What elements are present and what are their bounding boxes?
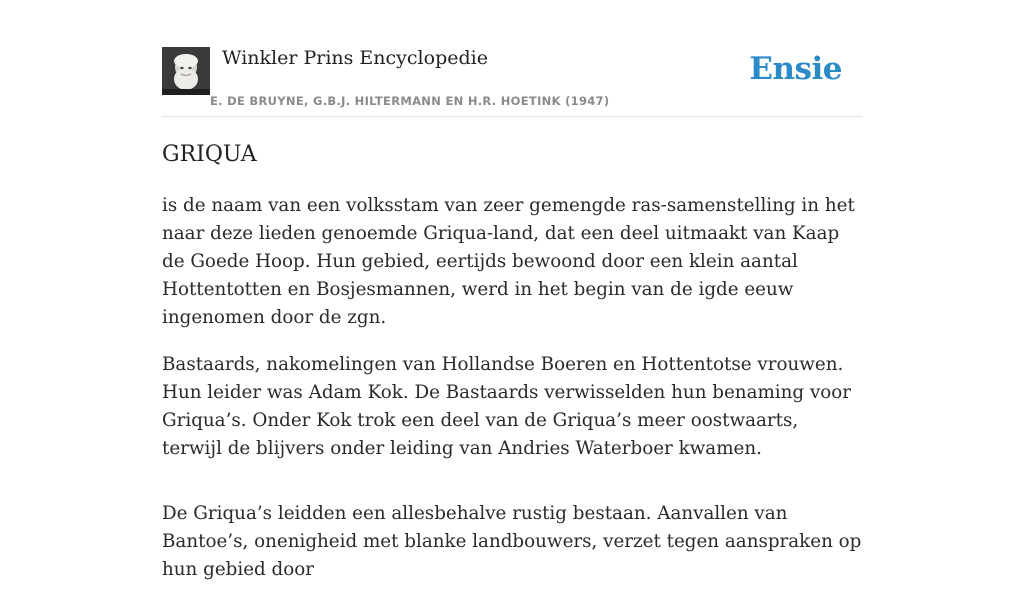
publication-title[interactable]: Winkler Prins Encyclopedie xyxy=(222,47,488,69)
publication-header xyxy=(162,46,862,117)
article xyxy=(162,140,862,603)
article-title: GRIQUA xyxy=(162,142,257,167)
article-paragraph: De Griqua’s leidden een allesbehalve rustig bestaan. Aanvallen van Bantoe’s, onenigheid met blanke landbouwers, verzet tegen aanspraken op hun gebied door xyxy=(162,503,862,580)
publication-authors: E. DE BRUYNE, G.B.J. HILTERMANN EN H.R. HOETINK (1947) xyxy=(210,94,610,108)
author-portrait-avatar[interactable] xyxy=(162,47,210,95)
ensie-logo[interactable]: Ensie xyxy=(749,51,842,87)
article-paragraph: Bastaards, nakomelingen van Hollandse Boeren en Hottentotse vrouwen. Hun leider was Adam Kok. De Bastaards verwisselden hun benaming voor Griqua’s. Onder Kok trok een deel van de Griqua’s meer oostwaarts, terwijl de blijvers onder leiding van Andries Waterboer kwamen. xyxy=(162,354,852,459)
portrait-icon xyxy=(162,47,210,95)
article-paragraph: is de naam van een volksstam van zeer gemengde ras-samenstelling in het naar deze lieden genoemde Griqua-land, dat een deel uitmaakt van Kaap de Goede Hoop. Hun gebied, eertijds bewoond door een klein aantal Hottentotten en Bosjesmannen, werd in het begin van de igde eeuw ingenomen door de zgn. xyxy=(162,195,855,328)
